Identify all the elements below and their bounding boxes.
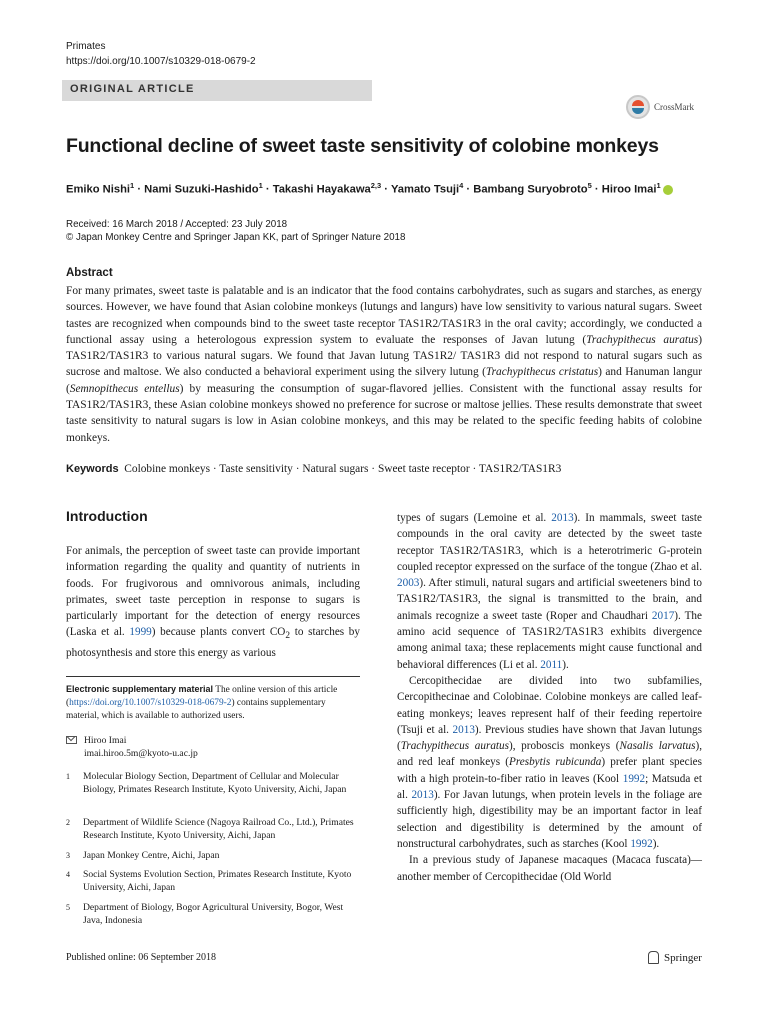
- abstract-heading: Abstract: [66, 267, 113, 279]
- text-run: to starches by photosynthesis and store this energy as various: [66, 626, 360, 660]
- affiliation-text: Department of Wildlife Science (Nagoya Railroad Co., Ltd.), Primates Research Institute, Kyoto University, Aichi, Japan: [83, 817, 354, 841]
- author-name: Yamato Tsuji: [390, 183, 460, 196]
- introduction-heading: Introduction: [66, 508, 148, 524]
- text-run: ). Previous studies have shown that Javan lutungs (: [397, 723, 702, 753]
- text-run: ) prefer plant species with a high protein-to-fiber ratio in leaves (Kool: [397, 756, 702, 785]
- citation-link[interactable]: 2011: [540, 658, 563, 671]
- italic-term: Trachypithecus cristatus: [485, 366, 599, 379]
- author-name: Emiko Nishi: [66, 183, 131, 196]
- subscript: 2: [285, 631, 291, 642]
- affiliation-item: [66, 849, 360, 862]
- published-online-date: Published online: 06 September 2018: [66, 952, 216, 963]
- affiliation-number: 5: [66, 903, 70, 912]
- text-run: ).: [652, 837, 660, 850]
- corresponding-author-name: Hiroo Imai: [84, 735, 127, 746]
- text-run: ) because plants convert CO: [151, 626, 286, 639]
- affiliation-text: Department of Biology, Bogor Agricultural University, Bogor, West Java, Indonesia: [83, 902, 344, 926]
- author-affiliation-marker: 4: [459, 181, 464, 190]
- author-separator: ·: [262, 183, 273, 196]
- text-run: ) TAS1R2/TAS1R3 to various natural sugars. We found that Javan lutung TAS1R2/ TAS1R3 did not respond to natural sugars such as sucrose and maltose. We also conducted a behavioral experiment using the silvery lutung (: [66, 333, 702, 379]
- text-run: ). After stimuli, natural sugars and artificial sweeteners bind to TAS1R2/TAS1R3, the signal is transmitted to the brain, and animals recognize a sweet taste (Roper and Chaudhari: [397, 577, 702, 622]
- text-run: For many primates, sweet taste is palatable and is an indicator that the food contains carbohydrates, such as sugars and starches, as energy sources. However, we have found that Asian colobine monkeys (lutungs and langurs) have low sensitivity to various natural sugars. Sweet tastes are recognized when compounds bind to the sweet taste receptor TAS1R2/TAS1R3 in the oral cavity; accordingly, we conducted a functional assay using a heterologous expression system to evaluate the responses of Javan lutung (: [66, 285, 702, 346]
- keywords-line: [66, 461, 561, 477]
- italic-term: Semnopithecus entellus: [69, 382, 180, 395]
- right-column-text: [397, 510, 702, 885]
- text-run: In a previous study of Japanese macaques (Macaca fuscata)—another member of Cercopithecidae (Old World: [397, 854, 702, 883]
- text-run: ; Matsuda et al.: [397, 772, 702, 802]
- italic-term: Trachypithecus auratus: [400, 740, 509, 753]
- supplementary-label: Electronic supplementary material: [66, 684, 214, 694]
- author-name: Bambang Suryobroto: [473, 183, 588, 196]
- introduction-paragraph-1: [66, 543, 360, 661]
- corresponding-author: [66, 734, 360, 760]
- author-separator: ·: [463, 183, 474, 196]
- affiliation-item: [66, 901, 360, 927]
- affiliation-item: [66, 770, 360, 796]
- author-name: Hiroo Imai: [601, 183, 657, 196]
- author-list: [66, 178, 673, 198]
- article-doi[interactable]: https://doi.org/10.1007/s10329-018-0679-2: [66, 56, 256, 67]
- affiliation-item: [66, 868, 360, 894]
- crossmark-icon: [626, 95, 650, 119]
- affiliation-text: Social Systems Evolution Section, Primates Research Institute, Kyoto University, Aichi, Japan: [83, 869, 352, 893]
- author-name: Nami Suzuki-Hashido: [144, 183, 259, 196]
- citation-link[interactable]: 1992: [622, 772, 646, 785]
- affiliation-number: 1: [66, 772, 70, 781]
- article-type-label: ORIGINAL ARTICLE: [70, 83, 195, 95]
- text-run: ), proboscis monkeys (: [508, 740, 620, 753]
- citation-link[interactable]: 2013: [452, 723, 475, 736]
- italic-term: Presbytis rubicunda: [509, 756, 602, 769]
- body-paragraph: [397, 673, 702, 852]
- citation-link[interactable]: 1992: [630, 837, 653, 850]
- affiliation-item: [66, 816, 360, 842]
- author-separator: ·: [381, 183, 391, 196]
- citation-link[interactable]: 2013: [551, 512, 574, 524]
- citation-link[interactable]: 2017: [651, 609, 675, 622]
- keywords-text: Colobine monkeys · Taste sensitivity · Natural sugars · Sweet taste receptor · TAS1R2/TAS1R3: [124, 463, 562, 475]
- springer-horse-icon: [648, 951, 659, 964]
- footnote-divider: [66, 676, 360, 677]
- text-run: ). The amino acid sequence of TAS1R2/TAS1R3 exhibits divergence among animal taxa; these replacements might cause functional and behavioral differences (Li et al.: [397, 609, 702, 671]
- received-accepted-dates: Received: 16 March 2018 / Accepted: 23 July 2018: [66, 219, 288, 230]
- crossmark-label: CrossMark: [654, 102, 694, 112]
- supplementary-note: [66, 683, 360, 723]
- author-affiliation-marker: 1: [258, 181, 263, 190]
- text-run: Cercopithecidae are divided into two subfamilies, Cercopithecinae and Colobinae. Colobine monkeys are called leaf-eating monkeys; leaves represent half of their feeding repertoire (Tsuji et al.: [397, 674, 702, 736]
- author-affiliation-marker: 1: [656, 181, 661, 190]
- envelope-icon: [66, 736, 77, 744]
- body-paragraph: [397, 510, 702, 673]
- italic-term: Trachypithecus auratus: [586, 333, 699, 346]
- text-run: For animals, the perception of sweet taste can provide important information regarding the quality and quantity of nutrients in foods. For frugivorous and omnivorous animals, including primates, sweet taste perception in response to sugars is particularly important for the detection of energy resources (Laska et al.: [66, 545, 360, 639]
- author-name: Takashi Hayakawa: [272, 183, 371, 196]
- italic-term: Nasalis larvatus: [619, 740, 696, 753]
- citation-link[interactable]: 2013: [411, 789, 434, 802]
- text-run: ).: [562, 658, 569, 671]
- crossmark-badge[interactable]: [626, 93, 726, 121]
- publisher-name: Springer: [664, 951, 702, 964]
- affiliation-number: 2: [66, 818, 70, 827]
- citation-link[interactable]: 2003: [397, 577, 420, 590]
- author-affiliation-marker: 1: [130, 181, 135, 190]
- keywords-label: Keywords: [66, 463, 119, 475]
- journal-name: Primates: [66, 41, 106, 52]
- copyright-notice: © Japan Monkey Centre and Springer Japan KK, part of Springer Nature 2018: [66, 232, 406, 243]
- author-affiliation-marker: 2,3: [370, 181, 382, 190]
- affiliation-text: Molecular Biology Section, Department of Cellular and Molecular Biology, Primates Research Institute, Kyoto University, Aichi, Japan: [83, 771, 347, 795]
- text-run: ). In mammals, sweet taste compounds in the oral cavity are detected by the sweet taste receptor TAS1R2/TAS1R3, which is a heterotrimeric G-protein coupled receptor expressed on the surface of the tongue (Zhao et al.: [397, 512, 702, 573]
- text-run: ), and red leaf monkeys (: [397, 740, 702, 769]
- affiliation-number: 4: [66, 870, 70, 879]
- affiliation-text: Japan Monkey Centre, Aichi, Japan: [83, 850, 220, 861]
- body-paragraph: [397, 852, 702, 885]
- article-title: Functional decline of sweet taste sensitivity of colobine monkeys: [66, 135, 659, 157]
- text-run: The online version of this article (: [66, 685, 338, 708]
- text-run: ). For Javan lutungs, when protein levels in the foliage are sufficiently high, digestibility may be an important factor in leaf selection and digestibility is determined by the amount of nonstructural carbohydrates, such as starches (Kool: [397, 789, 702, 850]
- text-run: ) contains supplementary material, which is available to authorized users.: [66, 698, 326, 721]
- publisher-logo: [648, 951, 702, 964]
- text-run: ) by measuring the consumption of sugar-flavored jellies. Consistent with the functional assay results for TAS1R2/TAS1R3, these Asian colobine monkeys showed no preference for sucrose or maltose jellies. These results demonstrate that sweet taste sensitivity to natural sugars is low in Asian colobine monkeys, and this may be related to the specific feeding habits of colobine monkeys.: [66, 382, 702, 444]
- abstract-text: [66, 283, 702, 446]
- citation-link[interactable]: 1999: [129, 626, 152, 639]
- author-separator: ·: [134, 183, 145, 196]
- text-run: types of sugars (Lemoine et al.: [397, 512, 552, 524]
- orcid-icon[interactable]: [663, 185, 673, 195]
- corresponding-author-email[interactable]: imai.hiroo.5m@kyoto-u.ac.jp: [84, 748, 198, 759]
- citation-link[interactable]: https://doi.org/10.1007/s10329-018-0679-2: [69, 698, 232, 708]
- author-affiliation-marker: 5: [587, 181, 592, 190]
- author-separator: ·: [591, 183, 602, 196]
- text-run: ) and Hanuman langur (: [66, 366, 703, 395]
- affiliation-number: 3: [66, 851, 70, 860]
